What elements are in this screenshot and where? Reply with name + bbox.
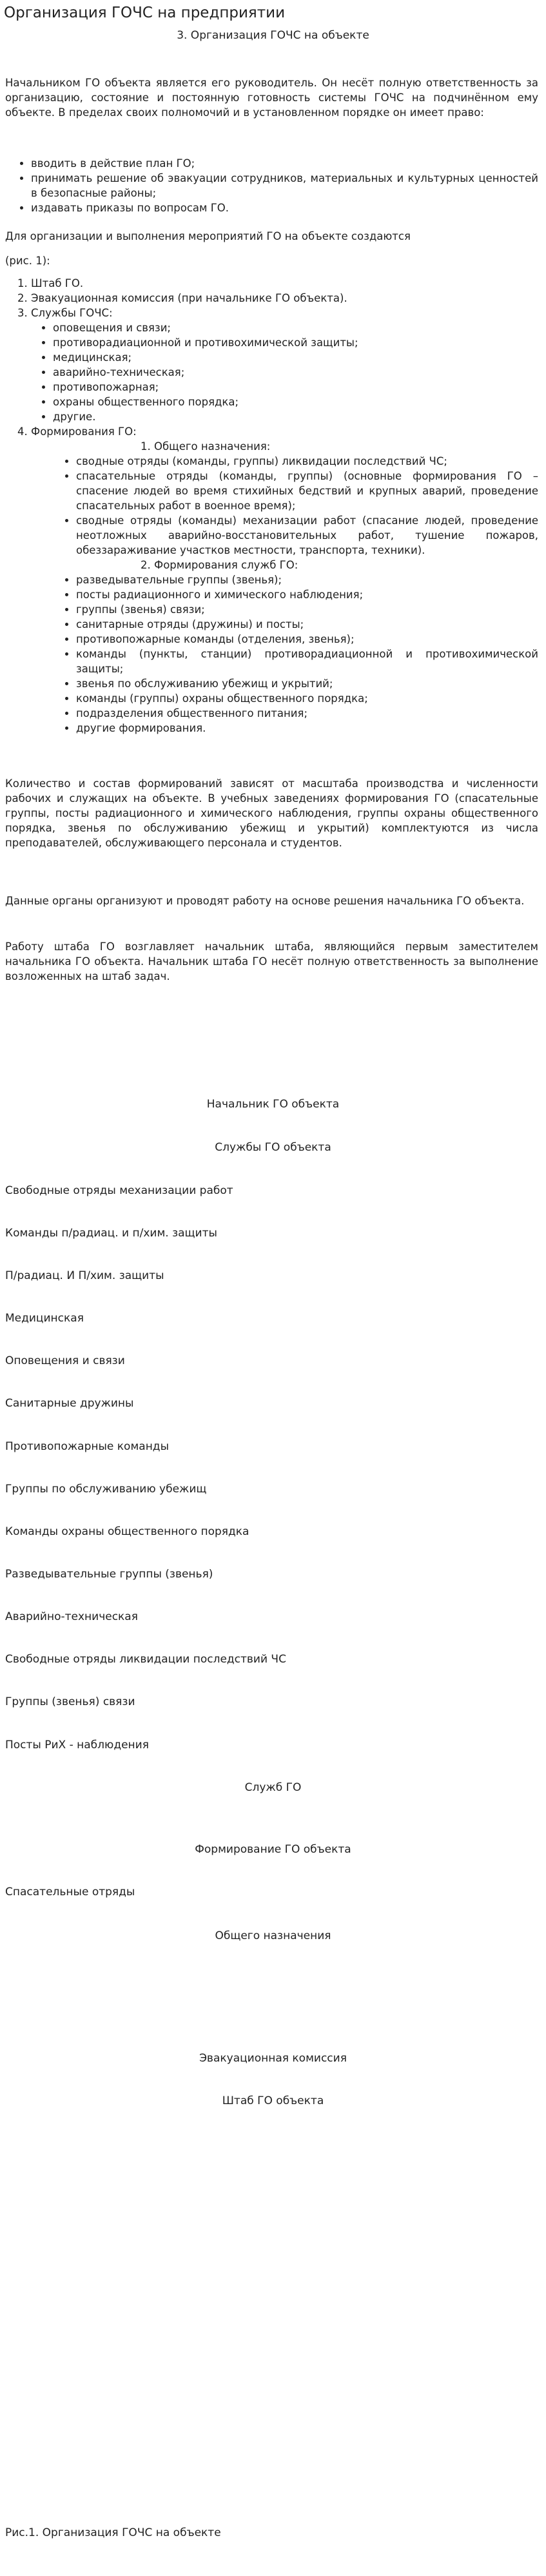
diagram-item: Санитарные дружины: [5, 1397, 134, 1410]
list-item: • противорадиационной и противохимической защиты;: [53, 335, 538, 350]
list-item: • аварийно-техническая;: [53, 365, 538, 380]
list-item: • другие.: [53, 409, 538, 424]
diagram-item: Команды п/радиац. и п/хим. защиты: [5, 1227, 217, 1240]
diagram-staff: Штаб ГО объекта: [222, 2094, 324, 2107]
intro-paragraph: Начальником ГО объекта является его руководитель. Он несёт полную ответственность за организацию, состояние и постоянную готовность системы ГОЧС на подчинённом ему объекте. В пределах своих полномочий и в установленном порядке он имеет право:: [5, 77, 538, 119]
list-item: • санитарные отряды (дружины) и посты;: [76, 617, 538, 632]
list-item: • медицинская;: [53, 350, 538, 365]
list-item: • группы (звенья) связи;: [76, 602, 538, 617]
list-item: • противопожарные команды (отделения, звенья);: [76, 632, 538, 647]
formations-heading: Формирования ГО:: [31, 425, 137, 438]
diagram-general-purpose: Общего назначения: [215, 1929, 331, 1942]
list-item: • подразделения общественного питания;: [76, 706, 538, 721]
diagram-item: Оповещения и связи: [5, 1354, 125, 1367]
list-item: • посты радиационного и химического наблюдения;: [76, 587, 538, 602]
list-item: 2. Эвакуационная комиссия (при начальнике ГО объекта).: [31, 291, 538, 306]
figure-caption: Рис.1. Организация ГОЧС на объекте: [5, 2526, 221, 2539]
diagram-rescue-units: Спасательные отряды: [5, 1886, 135, 1898]
diagram-item: Свободные отряды механизации работ: [5, 1184, 233, 1197]
diagram-item: Разведывательные группы (звенья): [5, 1568, 213, 1581]
service-formations-heading: 2. Формирования служб ГО:: [141, 559, 298, 571]
list-item: 1. Штаб ГО.: [31, 276, 538, 291]
general-purpose-heading: 1. Общего назначения:: [141, 440, 271, 453]
diagram-item: Аварийно-техническая: [5, 1610, 138, 1623]
diagram-formations-label: Формирование ГО объекта: [195, 1843, 351, 1856]
list-item: • вводить в действие план ГО;: [31, 156, 538, 171]
diagram-item: Группы по обслуживанию убежищ: [5, 1483, 207, 1496]
list-item: • противопожарная;: [53, 380, 538, 395]
list-item: • спасательные отряды (команды, группы) (основные формирования ГО – спасение людей во время стихийных бедствий и крупных аварий, проведение спасательных работ в военное время);: [76, 469, 538, 513]
list-item: • звенья по обслуживанию убежищ и укрытий;: [76, 676, 538, 691]
list-item: • принимать решение об эвакуации сотрудников, материальных и культурных ценностей в безопасные районы;: [31, 171, 538, 200]
diagram-item: Медицинская: [5, 1312, 84, 1325]
rights-list: [5, 156, 538, 215]
diagram-item: Противопожарные команды: [5, 1440, 169, 1453]
diagram-item: Посты РиХ - наблюдения: [5, 1739, 149, 1751]
diagram-item: Группы (звенья) связи: [5, 1695, 135, 1708]
diagram-head-of-go: Начальник ГО объекта: [206, 1098, 340, 1111]
list-item: [31, 306, 538, 424]
org-paragraph: Для организации и выполнения мероприятий ГО на объекте создаются: [5, 230, 411, 242]
figure-reference: (рис. 1):: [5, 255, 50, 267]
diagram-item: Команды охраны общественного порядка: [5, 1525, 249, 1538]
diagram-evacuation-commission: Эвакуационная комиссия: [199, 2052, 347, 2065]
list-item: [31, 424, 538, 736]
list-item: • охраны общественного порядка;: [53, 395, 538, 409]
bodies-paragraph: Данные органы организуют и проводят работу на основе решения начальника ГО объекта.: [5, 895, 525, 907]
diagram-item: П/радиац. И П/хим. защиты: [5, 1269, 164, 1282]
list-item: • другие формирования.: [76, 721, 538, 736]
diagram-item: Свободные отряды ликвидации последствий ЧС: [5, 1653, 286, 1666]
list-item: • издавать приказы по вопросам ГО.: [31, 200, 538, 215]
section-subtitle: 3. Организация ГОЧС на объекте: [177, 29, 369, 42]
services-list: [31, 320, 538, 424]
diagram-services-header: Службы ГО объекта: [215, 1141, 331, 1154]
structure-list: [5, 276, 538, 736]
diagram-services-label: Служб ГО: [244, 1781, 302, 1794]
formations-list: [31, 439, 538, 736]
page-title: Организация ГОЧС на предприятии: [4, 5, 286, 21]
list-item: • команды (группы) охраны общественного порядка;: [76, 691, 538, 706]
staff-paragraph: Работу штаба ГО возглавляет начальник штаба, являющийся первым заместителем начальника ГО объекта. Начальник штаба ГО несёт полную ответственность за выполнение возложенных на штаб задач.: [5, 941, 538, 982]
list-item: • команды (пункты, станции) противорадиационной и противохимической защиты;: [76, 647, 538, 676]
list-item: • оповещения и связи;: [53, 320, 538, 335]
list-item: • разведывательные группы (звенья);: [76, 572, 538, 587]
services-heading: Службы ГОЧС:: [31, 307, 113, 319]
list-item: • сводные отряды (команды) механизации работ (спасание людей, проведение неотложных аварийно-восстановительных работ, тушение пожаров, обеззараживание участков местности, транспорта, техники).: [76, 513, 538, 558]
list-item: • сводные отряды (команды, группы) ликвидации последствий ЧС;: [76, 454, 538, 469]
formations-count-paragraph: Количество и состав формирований зависят от масштаба производства и численности рабочих и служащих на объекте. В учебных заведениях формирования ГО (спасательные группы, посты радиационного и химического наблюдения, группы охраны общественного порядка, звенья по обслуживанию убежищ и укрытий) комплектуются из числа преподавателей, обслуживающего персонала и студентов.: [5, 777, 538, 849]
